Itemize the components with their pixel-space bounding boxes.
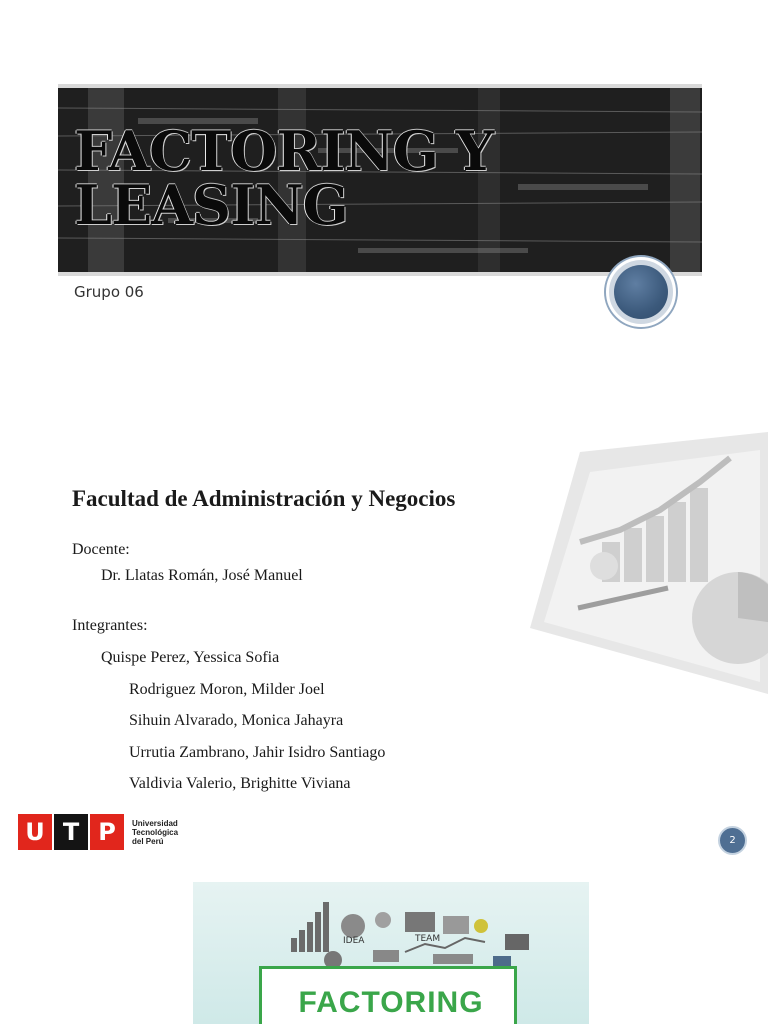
member-item: Valdivia Valerio, Brighitte Viviana — [129, 775, 351, 792]
docente-name: Dr. Llatas Román, José Manuel — [101, 567, 303, 584]
faculty-name: Facultad de Administración y Negocios — [72, 486, 456, 511]
utp-name-line-3: del Perú — [132, 836, 164, 846]
team-label: TEAM — [415, 934, 441, 944]
utp-letter-u: U — [18, 814, 52, 850]
idea-label: IDEA — [343, 936, 365, 946]
title-line-1: FACTORING Y — [74, 119, 494, 183]
member-item: Urrutia Zambrano, Jahir Isidro Santiago — [129, 744, 386, 761]
decorative-medallion-icon — [606, 257, 676, 327]
utp-letter-t: T — [54, 814, 88, 850]
member-item: Rodriguez Moron, Milder Joel — [129, 681, 325, 698]
utp-name-line-2: Tecnológica — [132, 827, 179, 837]
factoring-headline: FACTORING — [298, 986, 484, 1019]
business-charts-photo — [520, 432, 768, 702]
utp-name — [132, 819, 178, 846]
utp-logo — [18, 814, 178, 850]
slide-subtitle: Grupo 06 — [74, 283, 144, 301]
business-icons-cluster — [193, 882, 589, 972]
title-line-2: LEASING — [74, 173, 348, 237]
slide-title — [74, 119, 494, 237]
utp-letter-p: P — [90, 814, 124, 850]
member-item: Quispe Perez, Yessica Sofia — [101, 649, 280, 666]
integrantes-label: Integrantes: — [72, 617, 148, 634]
factoring-cover-slide — [193, 882, 589, 1024]
utp-name-line-1: Universidad — [132, 818, 178, 828]
member-item: Sihuin Alvarado, Monica Jahayra — [129, 712, 344, 729]
page-number-badge: 2 — [718, 826, 747, 855]
docente-label: Docente: — [72, 541, 130, 558]
